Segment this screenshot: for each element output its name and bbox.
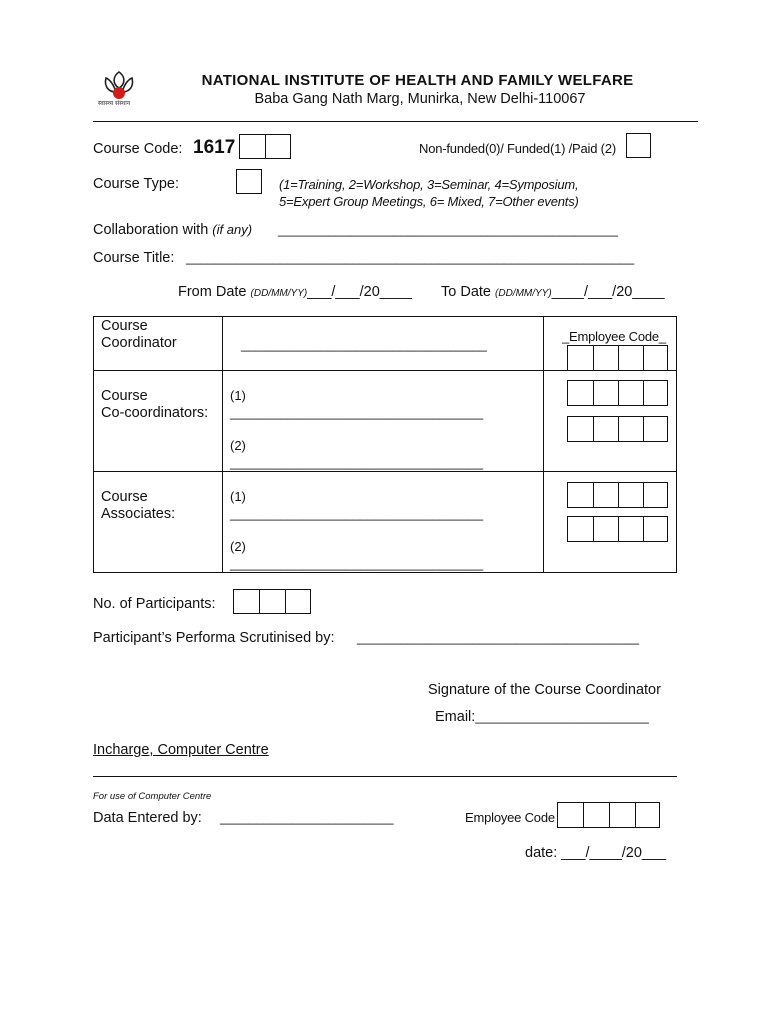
course-type-box[interactable] xyxy=(236,169,262,194)
data-entered-field[interactable]: ________________________ xyxy=(220,810,394,825)
collaboration-field[interactable]: _______________________________________________ xyxy=(278,222,618,237)
code-box[interactable] xyxy=(619,417,644,441)
cc-date-label: date: xyxy=(525,845,558,861)
cocoordinators-label-1: Course xyxy=(101,388,148,404)
cc-date-field[interactable]: ___/____/20___ xyxy=(561,845,667,861)
computer-centre-divider xyxy=(93,776,677,777)
coordinator-label-1: Course xyxy=(101,318,148,334)
code-box[interactable] xyxy=(594,346,619,370)
course-type-legend-1: (1=Training, 2=Workshop, 3=Seminar, 4=Symposium, xyxy=(279,177,579,192)
course-title-label: Course Title: xyxy=(93,250,175,266)
associates-label-cell xyxy=(94,472,223,573)
code-box[interactable] xyxy=(636,803,661,827)
code-box[interactable] xyxy=(594,483,619,507)
computer-centre-heading: Incharge, Computer Centre xyxy=(93,742,269,758)
code-box[interactable] xyxy=(644,517,669,541)
cocoordinator-1-field[interactable]: ___________________________________ xyxy=(230,405,484,420)
cc-employee-code-boxes[interactable] xyxy=(557,802,660,828)
code-box[interactable] xyxy=(619,517,644,541)
collaboration-hint: (if any) xyxy=(212,222,253,237)
code-box[interactable] xyxy=(568,417,594,441)
code-box[interactable] xyxy=(594,381,619,405)
code-box[interactable] xyxy=(584,803,610,827)
collaboration-label-text: Collaboration with xyxy=(93,222,209,238)
logo-caption: स्वास्थ्य संस्थान xyxy=(98,100,131,107)
associate-2-field[interactable]: ___________________________________ xyxy=(230,556,484,571)
course-code-prefix: 1617 xyxy=(193,137,236,158)
participants-box-1[interactable] xyxy=(234,590,260,613)
coordinator-employee-code-boxes[interactable] xyxy=(567,345,668,371)
to-date-field[interactable]: ____/___/20____ xyxy=(551,284,665,300)
course-type-label: Course Type: xyxy=(93,176,179,192)
scrutinised-field[interactable]: _______________________________________ xyxy=(357,630,639,645)
code-box[interactable] xyxy=(619,346,644,370)
email-row xyxy=(435,709,649,725)
cocoordinator-1-employee-code-boxes[interactable] xyxy=(567,380,668,406)
code-box[interactable] xyxy=(568,483,594,507)
cocoordinator-2-employee-code-boxes[interactable] xyxy=(567,416,668,442)
associate-1-field[interactable]: ___________________________________ xyxy=(230,506,484,521)
data-entered-label: Data Entered by: xyxy=(93,810,202,826)
to-date-label: To Date xyxy=(441,284,491,300)
code-box[interactable] xyxy=(644,417,669,441)
funding-box[interactable] xyxy=(626,133,651,158)
associates-name-cell xyxy=(223,472,544,573)
course-code-box-1[interactable] xyxy=(240,135,266,158)
computer-centre-note: For use of Computer Centre xyxy=(93,791,212,802)
header-divider xyxy=(93,121,698,122)
collaboration-label xyxy=(93,222,252,238)
cc-date-row xyxy=(525,845,666,861)
cocoordinators-label-2: Co-coordinators: xyxy=(101,405,209,421)
coordinator-label-2: Coordinator xyxy=(101,335,177,351)
institute-address: Baba Gang Nath Marg, Munirka, New Delhi-110067 xyxy=(254,91,586,107)
cocoordinators-label-cell xyxy=(94,371,223,472)
participants-label: No. of Participants: xyxy=(93,596,216,612)
cocoordinator-2-field[interactable]: ___________________________________ xyxy=(230,455,484,470)
from-date-format: (DD/MM/YY) xyxy=(250,288,308,299)
course-code-box-2[interactable] xyxy=(266,135,292,158)
code-box[interactable] xyxy=(568,346,594,370)
cc-employee-code-label: Employee Code xyxy=(465,810,555,825)
participants-box-2[interactable] xyxy=(260,590,286,613)
associates-label-1: Course xyxy=(101,489,148,505)
participants-box-3[interactable] xyxy=(286,590,312,613)
to-date-row xyxy=(441,284,665,300)
coordinator-name-cell xyxy=(223,317,544,371)
course-code-boxes[interactable] xyxy=(239,134,291,159)
associate-1-number: (1) xyxy=(230,489,246,504)
to-date-format: (DD/MM/YY) xyxy=(495,288,552,299)
coordinator-label-cell xyxy=(94,317,223,371)
from-date-row xyxy=(178,284,412,300)
institute-title: NATIONAL INSTITUTE OF HEALTH AND FAMILY WELFARE xyxy=(201,72,634,89)
email-field[interactable]: ________________________ xyxy=(475,709,649,724)
associate-1-employee-code-boxes[interactable] xyxy=(567,482,668,508)
cocoordinators-name-cell xyxy=(223,371,544,472)
code-box[interactable] xyxy=(568,381,594,405)
code-box[interactable] xyxy=(619,381,644,405)
cocoordinator-1-number: (1) xyxy=(230,388,246,403)
employee-code-header: _Employee Code_ xyxy=(562,329,666,344)
code-box[interactable] xyxy=(568,517,594,541)
funding-label: Non-funded(0)/ Funded(1) /Paid (2) xyxy=(419,141,616,156)
cocoordinator-2-number: (2) xyxy=(230,438,246,453)
course-title-field[interactable]: ______________________________________________________________ xyxy=(186,250,635,265)
code-box[interactable] xyxy=(644,346,669,370)
code-box[interactable] xyxy=(594,417,619,441)
associate-2-employee-code-boxes[interactable] xyxy=(567,516,668,542)
associates-label-2: Associates: xyxy=(101,506,176,522)
course-code-label: Course Code: xyxy=(93,141,183,157)
code-box[interactable] xyxy=(644,483,669,507)
from-date-label: From Date xyxy=(178,284,247,300)
code-box[interactable] xyxy=(610,803,636,827)
coordinator-name-field[interactable]: __________________________________ xyxy=(241,337,487,352)
signature-label: Signature of the Course Coordinator xyxy=(428,682,661,698)
email-label: Email: xyxy=(435,709,476,725)
scrutinised-label: Participant’s Performa Scrutinised by: xyxy=(93,630,335,646)
code-box[interactable] xyxy=(594,517,619,541)
code-box[interactable] xyxy=(619,483,644,507)
from-date-field[interactable]: ___/___/20____ xyxy=(307,284,413,300)
code-box[interactable] xyxy=(644,381,669,405)
code-box[interactable] xyxy=(558,803,584,827)
associate-2-number: (2) xyxy=(230,539,246,554)
participants-boxes[interactable] xyxy=(233,589,311,614)
course-type-legend-2: 5=Expert Group Meetings, 6= Mixed, 7=Other events) xyxy=(279,194,579,209)
